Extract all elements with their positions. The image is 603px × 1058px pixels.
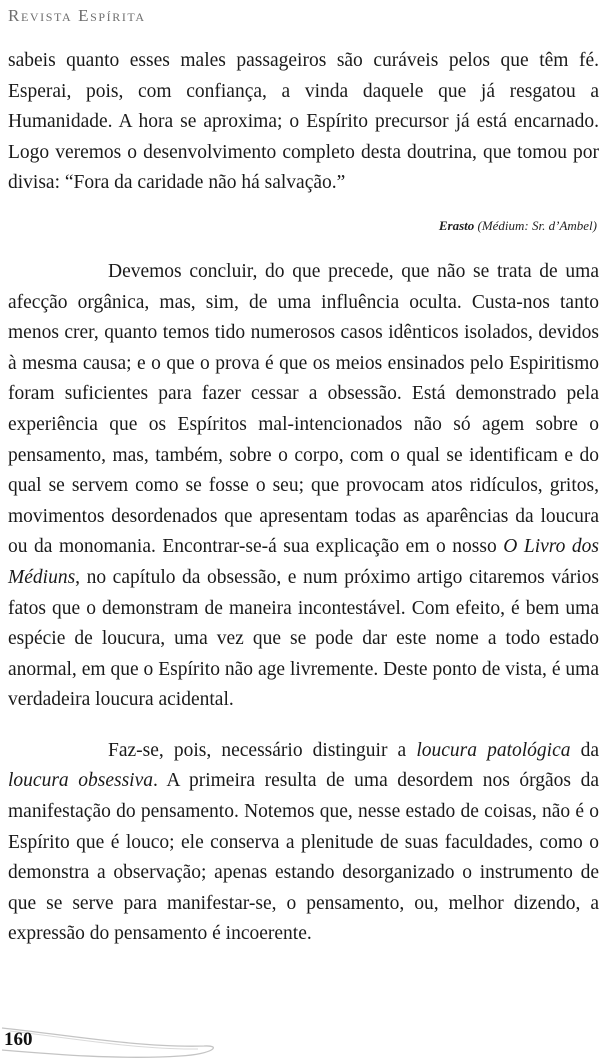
book-title: O Livro dos Médiuns bbox=[8, 536, 599, 588]
running-header: Revista Espírita bbox=[8, 6, 146, 25]
paragraph-text: . A primeira resulta de uma desordem nos órgãos da manifestação do pensamento. Notemos que, nesse estado de coisas, não é o Espírito que é louco; ele conserva a plenitude de suas faculdades, como o demonstra a observação; apenas estando desorganizado o instrumento de que se serve para manifestar-se, o pensamento, ou, melhor dizendo, a expressão do pensamento é incoerente. bbox=[8, 770, 599, 945]
term-pathological: loucura patológica bbox=[416, 739, 571, 761]
paragraph-text: da bbox=[570, 739, 600, 761]
paragraph-organic-affection bbox=[8, 257, 599, 716]
paragraph-closing-message: sabeis quanto esses males passageiros são curáveis pelos que têm fé. Esperai, pois, com confiança, a vinda daquele que já resgatou a Humanidade. A hora se aproxima; o Espírito precursor já está encarnado. Logo veremos o desenvolvimento completo desta doutrina, que tomou por divisa: “Fora da caridade não há salvação.” bbox=[8, 50, 599, 194]
signature-name: Erasto bbox=[438, 217, 475, 233]
paragraph-madness-distinction bbox=[8, 736, 599, 950]
paragraph-text: Devemos concluir, do que precede, que não se trata de uma afecção orgânica, mas, sim, de uma influência oculta. Custa-nos tanto menos crer, quanto temos tido numerosos casos idênticos isolados, devidos à mesma causa; e o que o prova é que os meios ensinados pelo Espiritismo foram suficientes para fazer cessar a obsessão. Está demonstrado pela experiência que os Espíritos mal-intencionados não só agem sobre o pensamento, mas, também, sobre o corpo, com o qual se identificam e do qual se servem como se fosse o seu; que provocam atos ridículos, gritos, movimentos desordenados que apresentam todas as aparências da loucura ou da monomania. Encontrar-se-á sua explicação em o nosso bbox=[8, 260, 599, 558]
paragraph-text: Faz-se, pois, necessário distinguir a bbox=[108, 739, 417, 761]
page-number: 160 bbox=[4, 1029, 33, 1050]
paragraph-text: , no capítulo da obsessão, e num próximo artigo citaremos vários fatos que o demonstram de maneira incontestável. Com efeito, é bem uma espécie de loucura, uma vez que se pode dar este nome a todo estado anormal, em que o Espírito não age livremente. Deste ponto de vista, é uma verdadeira loucura acidental. bbox=[8, 566, 599, 711]
footer-swoosh-ornament bbox=[0, 1018, 260, 1058]
term-obsessive: loucura obsessiva bbox=[8, 770, 153, 792]
page-body bbox=[8, 46, 599, 950]
signature-medium: (Médium: Sr. d’Ambel) bbox=[477, 217, 597, 233]
page-footer bbox=[0, 1018, 260, 1058]
signature-line bbox=[8, 217, 597, 235]
